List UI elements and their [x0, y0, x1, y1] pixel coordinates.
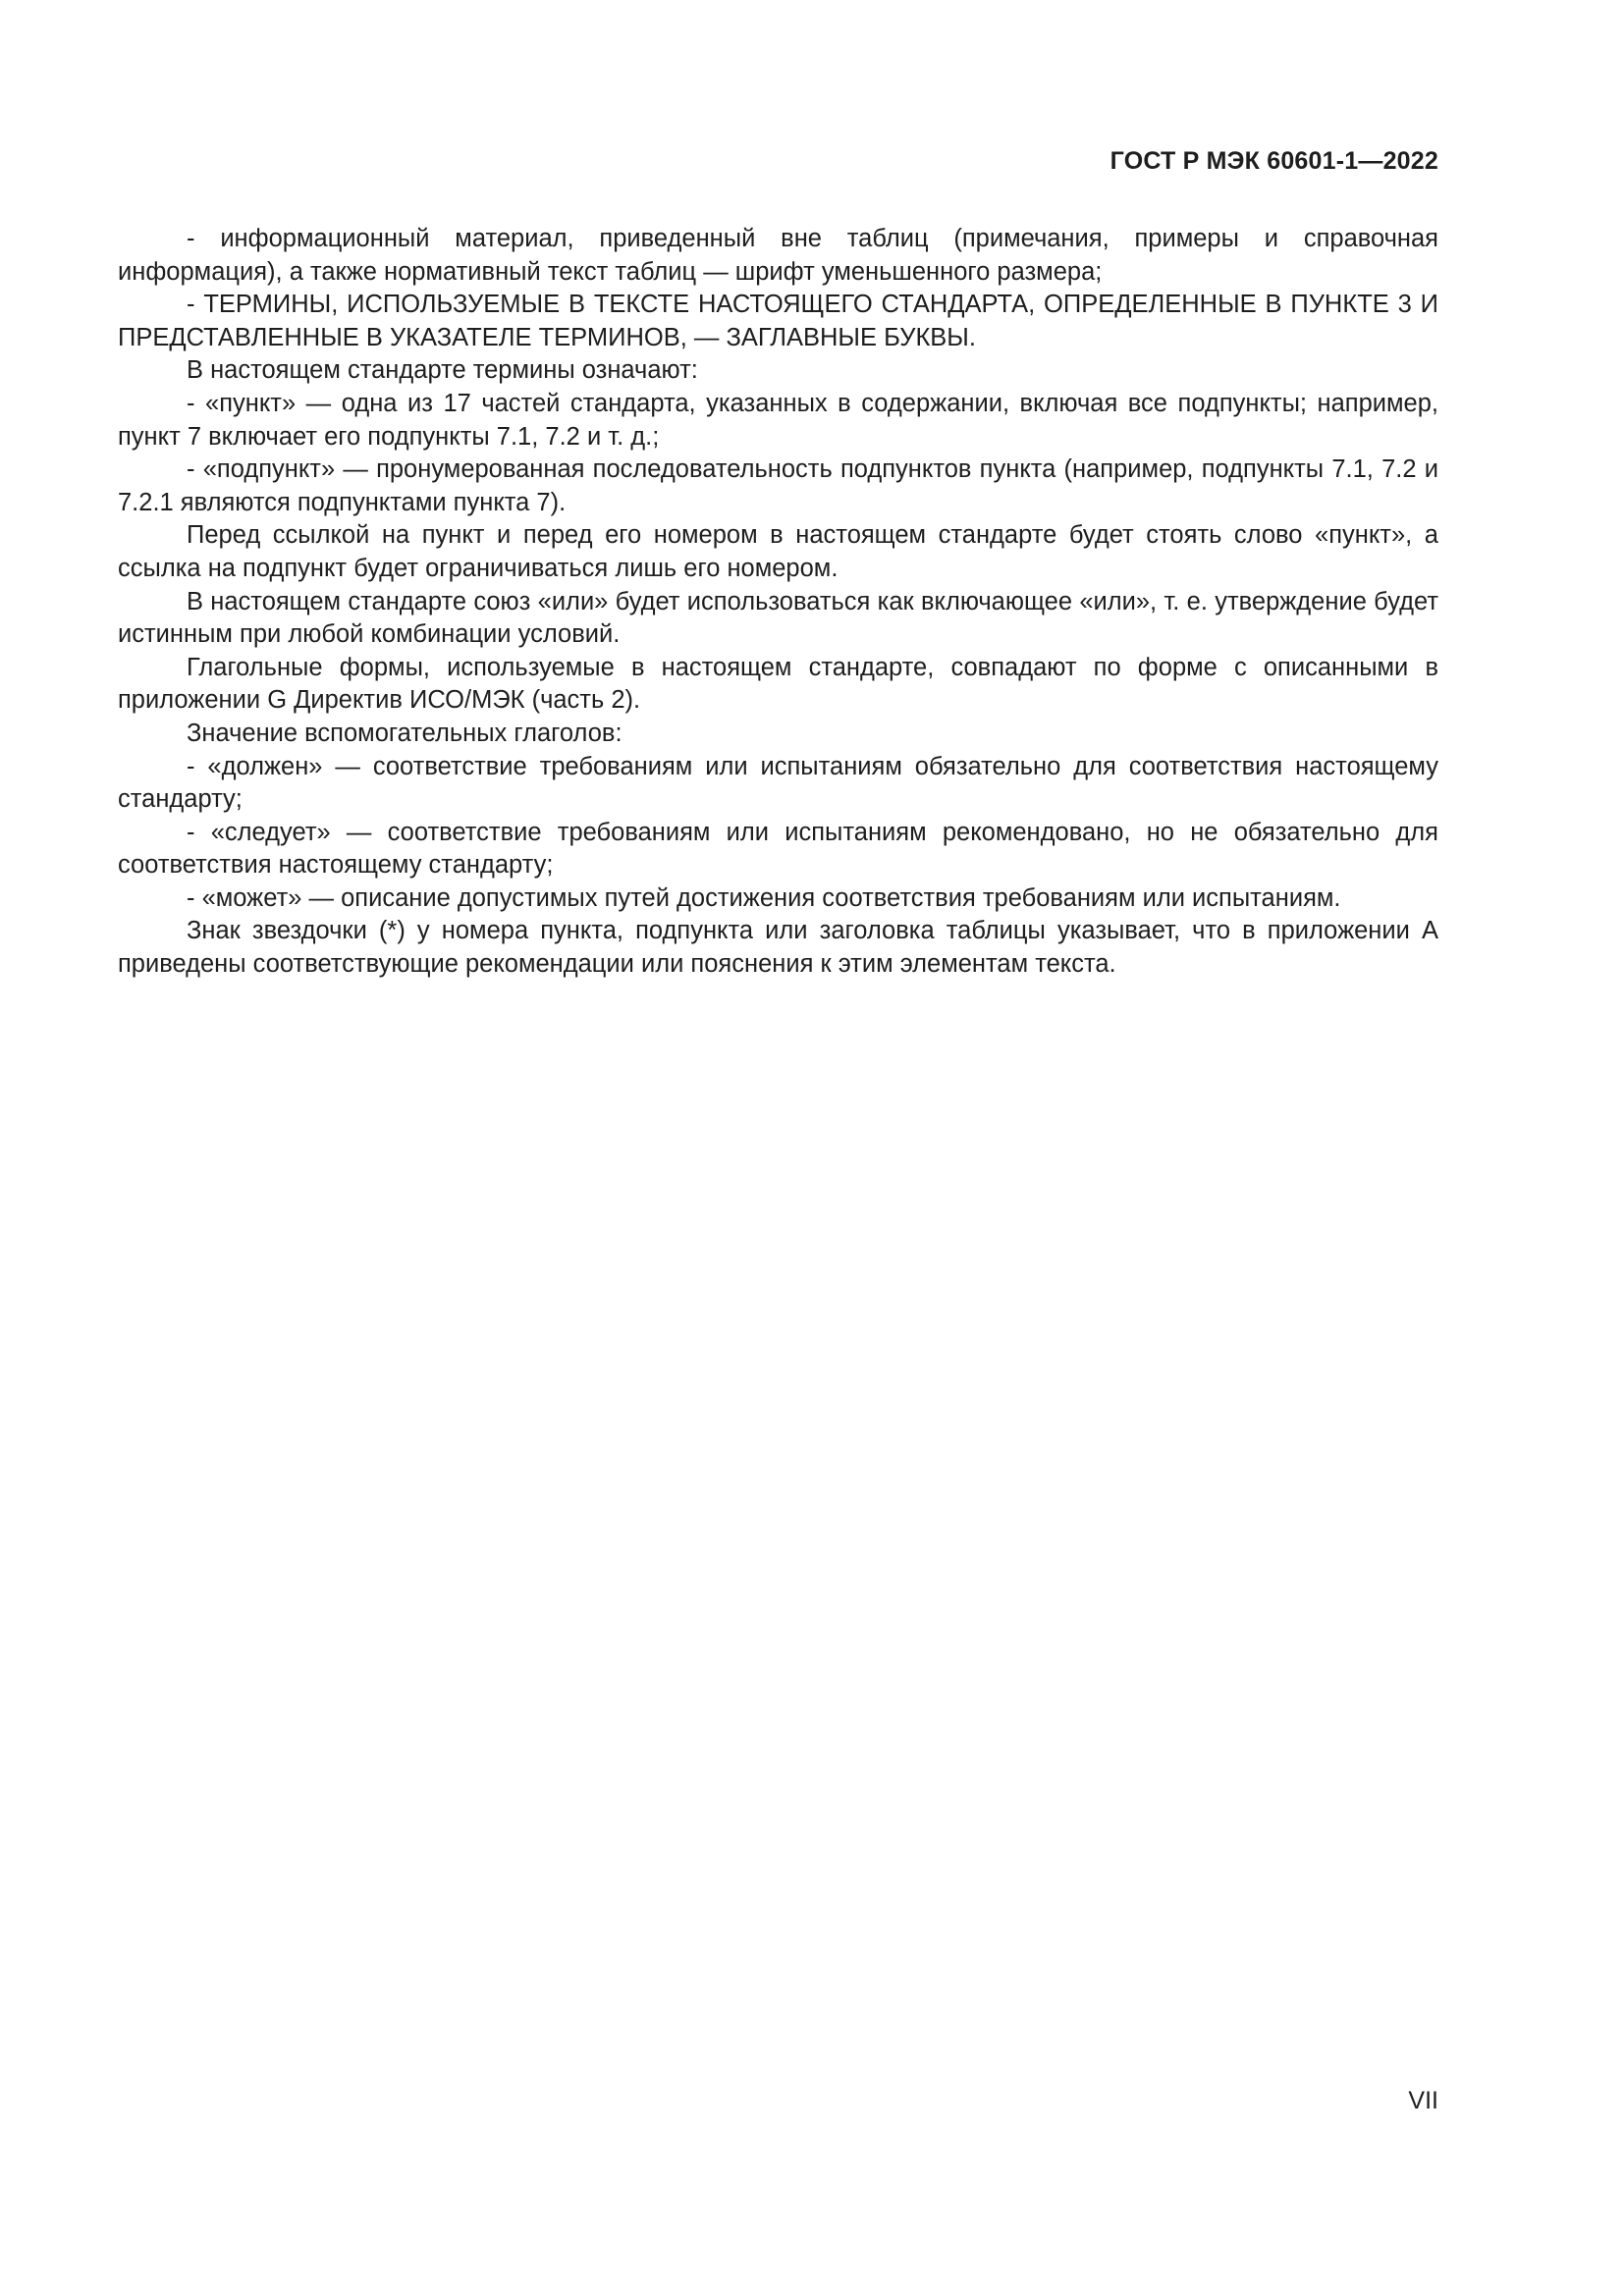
paragraph-list-item: - «пункт» — одна из 17 частей стандарта, указанных в содержании, включая все подпункты; например, пункт 7 включает его подпункты 7.1, 7.2 и т. д.;: [118, 389, 1438, 451]
body-text: [118, 223, 1438, 982]
paragraph-list-item: - информационный материал, приведенный вне таблиц (примечания, примеры и справочная информация), а также нормативный текст таблиц — шрифт уменьшенного размера;: [118, 225, 1438, 286]
document-header: ГОСТ Р МЭК 60601-1—2022: [1110, 147, 1438, 175]
paragraph-list-item: - «подпункт» — пронумерованная последовательность подпунктов пункта (например, подпункты 7.1, 7.2 и 7.2.1 являются подпунктами пункта 7).: [118, 455, 1438, 516]
paragraph: Значение вспомогательных глаголов:: [187, 719, 623, 747]
paragraph: В настоящем стандарте союз «или» будет использоваться как включающее «или», т. е. утверждение будет истинным при любой комбинации условий.: [118, 587, 1438, 649]
paragraph: Перед ссылкой на пункт и перед его номером в настоящем стандарте будет стоять слово «пункт», а ссылка на подпункт будет ограничиваться лишь его номером.: [118, 521, 1438, 582]
paragraph-list-item: - ТЕРМИНЫ, ИСПОЛЬЗУЕМЫЕ В ТЕКСТЕ НАСТОЯЩЕГО СТАНДАРТА, ОПРЕДЕЛЕННЫЕ В ПУНКТЕ 3 И ПРЕДСТАВЛЕННЫЕ В УКАЗАТЕЛЕ ТЕРМИНОВ, — ЗАГЛАВНЫЕ БУКВЫ.: [118, 291, 1438, 351]
paragraph: Глагольные формы, используемые в настоящем стандарте, совпадают по форме с описанными в приложении G Директив ИСО/МЭК (часть 2).: [118, 653, 1438, 715]
paragraph-list-item: - «может» — описание допустимых путей достижения соответствия требованиям или испытаниям.: [187, 883, 1341, 912]
paragraph: Знак звездочки (*) у номера пункта, подпункта или заголовка таблицы указывает, что в приложении А приведены соответствующие рекомендации или пояснения к этим элементам текста.: [118, 917, 1438, 979]
page-number: VII: [1408, 2087, 1438, 2114]
paragraph-list-item: - «должен» — соответствие требованиям или испытаниям обязательно для соответствия настоящему стандарту;: [118, 752, 1438, 814]
paragraph-list-item: - «следует» — соответствие требованиям или испытаниям рекомендовано, но не обязательно для соответствия настоящему стандарту;: [118, 818, 1438, 880]
paragraph: В настоящем стандарте термины означают:: [187, 356, 698, 385]
